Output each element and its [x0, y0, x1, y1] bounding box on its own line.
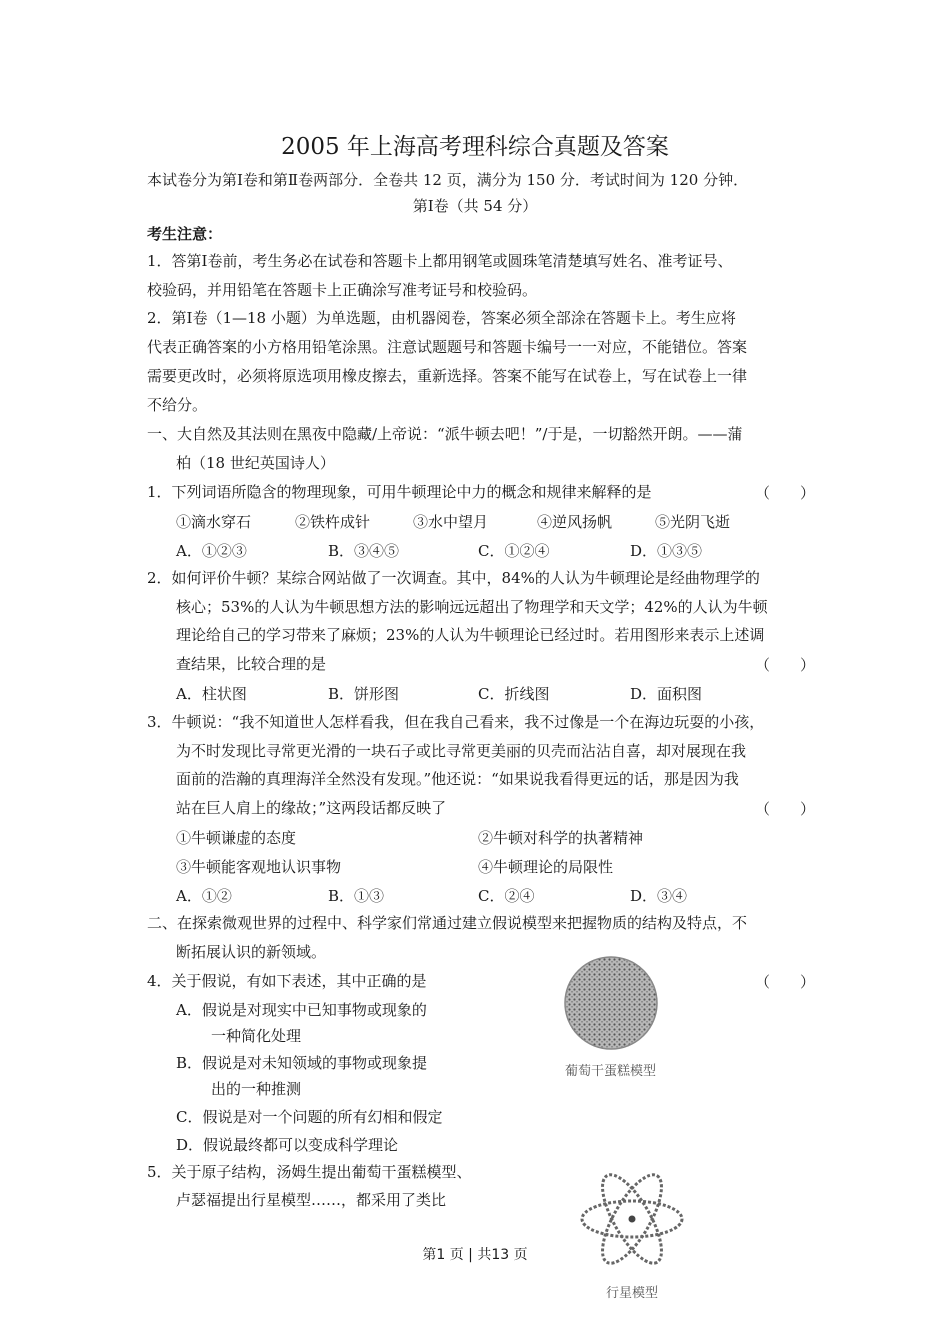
plum-pudding-caption: 葡萄干蛋糕模型: [565, 1064, 657, 1079]
answer-bracket: （ ）: [755, 800, 816, 818]
question-2-stem: 2．如何评价牛顿？某综合网站做了一次调查。其中，84%的人认为牛顿理论是经曲物理学的: [147, 569, 760, 587]
q3-choice-c: C．②④: [478, 887, 535, 905]
q4-choice-a-cont: 一种简化处理: [211, 1027, 302, 1045]
notice-line: 需要更改时，必须将原选项用橡皮擦去，重新选择。答案不能写在试卷上，写在试卷上一律: [147, 367, 748, 385]
notice-line: 校验码，并用铅笔在答题卡上正确涂写准考证号和校验码。: [147, 281, 538, 299]
notice-line: 1．答第Ⅰ卷前，考生务必在试卷和答题卡上都用钢笔或圆珠笔清楚填写姓名、准考证号、: [147, 252, 733, 270]
plum-pudding-model-figure: [558, 953, 664, 1053]
q4-choice-a: A．假说是对现实中已知事物或现象的: [176, 1001, 427, 1019]
q2-choice-d: D．面积图: [630, 685, 703, 703]
q3-item: ①牛顿谦虚的态度: [176, 829, 297, 847]
q1-choice-c: C．①②④: [478, 542, 550, 560]
q3-choice-d: D．③④: [630, 887, 688, 905]
intro-text: 本试卷分为第Ⅰ卷和第Ⅱ卷两部分．全卷共 12 页，满分为 150 分．考试时间为 120 分钟．: [147, 171, 749, 189]
question-2-stem: 理论给自己的学习带来了麻烦；23%的人认为牛顿理论已经过时。若用图形来表示上述调: [176, 626, 765, 644]
question-5-stem: 5．关于原子结构，汤姆生提出葡萄干蛋糕模型、: [147, 1163, 472, 1181]
question-5-stem: 卢瑟福提出行星模型……，都采用了类比: [176, 1191, 447, 1209]
q4-choice-c: C．假说是对一个问题的所有幻相和假定: [176, 1108, 443, 1126]
section2-heading: 二、在探索微观世界的过程中、科学家们常通过建立假说模型来把握物质的结构及特点，不: [147, 914, 748, 932]
q2-choice-c: C．折线图: [478, 685, 550, 703]
question-3-stem: 为不时发现比寻常更光滑的一块石子或比寻常更美丽的贝壳而沾沾自喜，却对展现在我: [176, 742, 747, 760]
section2-heading-cont: 断拓展认识的新领域。: [176, 943, 327, 961]
question-3-stem: 3．牛顿说：“我不知道世人怎样看我，但在我自己看来，我不过像是一个在海边玩耍的小孩，: [147, 713, 765, 731]
answer-bracket: （ ）: [755, 656, 816, 674]
q1-item: ③水中望月: [413, 513, 489, 531]
q4-choice-b: B．假说是对未知领域的事物或现象提: [176, 1054, 428, 1072]
answer-bracket: （ ）: [755, 484, 816, 502]
q2-choice-b: B．饼形图: [328, 685, 400, 703]
q3-item: ②牛顿对科学的执著精神: [478, 829, 644, 847]
question-4-stem: 4．关于假说，有如下表述，其中正确的是: [147, 972, 427, 990]
page-footer: 第1 页 | 共13 页: [422, 1247, 528, 1263]
notice-line: 2．第Ⅰ卷（1—18 小题）为单选题，由机器阅卷，答案必须全部涂在答题卡上。考生应将: [147, 309, 736, 327]
notice-line: 不给分。: [147, 396, 208, 414]
section1-heading-cont: 柏（18 世纪英国诗人）: [176, 454, 335, 472]
q4-choice-b-cont: 出的一种推测: [211, 1080, 302, 1098]
part1-heading: 第Ⅰ卷（共 54 分）: [412, 197, 538, 215]
q1-choice-d: D．①③⑤: [630, 542, 703, 560]
question-2-stem: 查结果，比较合理的是: [176, 655, 327, 673]
q1-item: ②铁杵成针: [295, 513, 371, 531]
q1-item: ④逆风扬帆: [537, 513, 613, 531]
question-2-stem: 核心；53%的人认为牛顿思想方法的影响远远超出了物理学和天文学；42%的人认为牛顿: [176, 598, 768, 616]
question-3-stem: 站在巨人肩上的缘故；”这两段话都反映了: [176, 799, 447, 817]
notice-heading: 考生注意：: [147, 225, 223, 243]
question-1-stem: 1．下列词语所隐含的物理现象，可用牛顿理论中力的概念和规律来解释的是: [147, 483, 652, 501]
q4-choice-d: D．假说最终都可以变成科学理论: [176, 1136, 399, 1154]
q1-choice-a: A．①②③: [176, 542, 247, 560]
q1-choice-b: B．③④⑤: [328, 542, 400, 560]
planetary-caption: 行星模型: [606, 1286, 659, 1301]
q1-item: ⑤光阴飞逝: [655, 513, 731, 531]
q1-item: ①滴水穿石: [176, 513, 252, 531]
section1-heading: 一、大自然及其法则在黑夜中隐藏/上帝说：“派牛顿去吧！”/于是，一切豁然开朗。——蒲: [147, 425, 743, 443]
q3-item: ③牛顿能客观地认识事物: [176, 858, 342, 876]
page-title: 2005 年上海高考理科综合真题及答案: [281, 134, 669, 160]
q3-choice-b: B．①③: [328, 887, 385, 905]
q3-item: ④牛顿理论的局限性: [478, 858, 614, 876]
answer-bracket: （ ）: [755, 973, 816, 991]
q3-choice-a: A．①②: [176, 887, 232, 905]
question-3-stem: 面前的浩瀚的真理海洋全然没有发现。”他还说：“如果说我看得更远的话，那是因为我: [176, 770, 739, 788]
q2-choice-a: A．柱状图: [176, 685, 247, 703]
notice-line: 代表正确答案的小方格用铅笔涂黑。注意试题题号和答题卡编号一一对应，不能错位。答案: [147, 338, 748, 356]
